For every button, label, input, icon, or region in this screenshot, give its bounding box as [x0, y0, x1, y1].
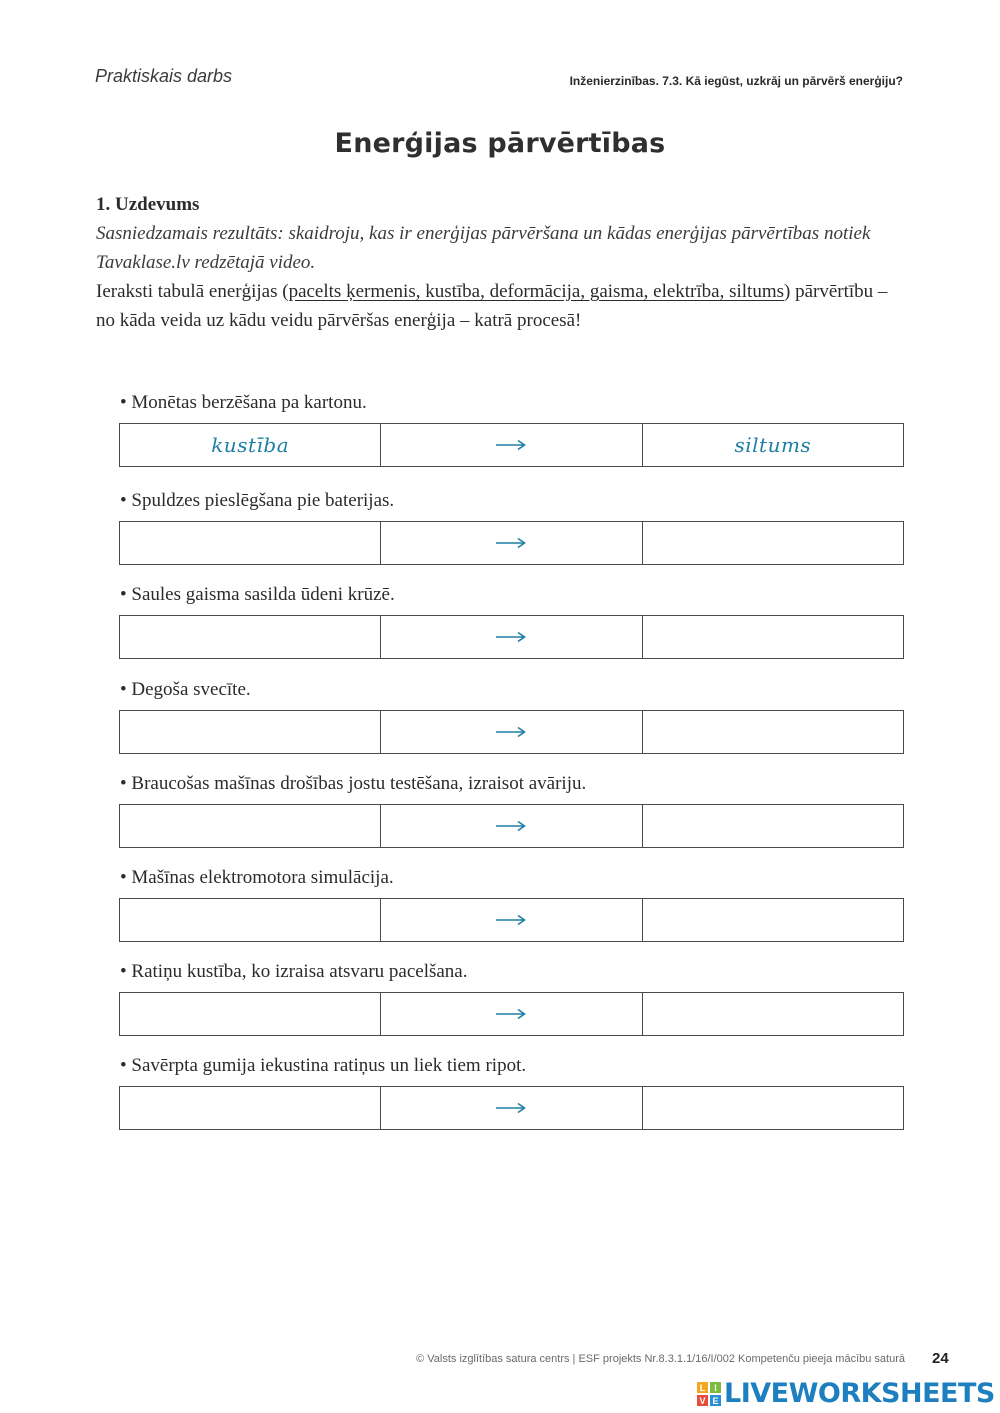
to-energy-field[interactable] [643, 424, 903, 466]
header-chapter-title: Inženierzinības. 7.3. Kā iegūst, uzkrāj un pārvērš enerģiju? [569, 74, 903, 88]
process-item [119, 1055, 904, 1130]
to-energy-field[interactable] [643, 1087, 903, 1129]
task-goal: Sasniedzamais rezultāts: skaidroju, kas ir enerģijas pārvēršana un kādas enerģijas pārvērtības notiek Tavaklase.lv redzētajā video. [96, 223, 871, 273]
right-arrow-icon [495, 439, 527, 451]
conversion-row [119, 804, 904, 848]
from-energy-field[interactable] [120, 522, 381, 564]
conversion-row [119, 521, 904, 565]
process-label: • Savērpta gumija iekustina ratiņus un liek tiem ripot. [120, 1055, 527, 1076]
right-arrow-icon [495, 1008, 527, 1020]
footer-copyright: © Valsts izglītības satura centrs | ESF projekts Nr.8.3.1.1/16/I/002 Kompetenču pieeja mācību saturā [416, 1353, 905, 1365]
process-item [119, 490, 904, 565]
conversion-row [119, 710, 904, 754]
logo-tile: E [710, 1395, 721, 1406]
energy-options: pacelts ķermenis, kustība, deformācija, gaisma, elektrība, siltums [288, 281, 785, 302]
from-energy-field[interactable] [120, 993, 381, 1035]
to-energy-field[interactable] [643, 522, 903, 564]
process-label: • Monētas berzēšana pa kartonu. [120, 392, 367, 413]
from-energy-field[interactable] [120, 805, 381, 847]
header-section-label: Praktiskais darbs [95, 66, 233, 86]
logo-tile: V [697, 1395, 708, 1406]
instruction-start: Ieraksti tabulā enerģijas ( [96, 281, 289, 302]
conversion-row [119, 615, 904, 659]
from-energy-value: kustība [211, 433, 290, 457]
right-arrow-icon [495, 914, 527, 926]
right-arrow-icon [495, 1102, 527, 1114]
task-number: 1. Uzdevums [96, 194, 200, 215]
conversion-row [119, 898, 904, 942]
to-energy-field[interactable] [643, 805, 903, 847]
process-label: • Saules gaisma sasilda ūdeni krūzē. [120, 584, 395, 605]
from-energy-field[interactable] [120, 424, 381, 466]
arrow-cell [381, 616, 642, 658]
process-item [119, 679, 904, 754]
process-item [119, 867, 904, 942]
to-energy-value: siltums [734, 433, 812, 457]
conversion-row [119, 992, 904, 1036]
process-item [119, 961, 904, 1036]
page-number: 24 [932, 1350, 949, 1367]
from-energy-field[interactable] [120, 711, 381, 753]
process-label: • Braucošas mašīnas drošības jostu testēšana, izraisot avāriju. [120, 773, 587, 794]
process-item [119, 584, 904, 659]
to-energy-field[interactable] [643, 616, 903, 658]
right-arrow-icon [495, 631, 527, 643]
to-energy-field[interactable] [643, 993, 903, 1035]
arrow-cell [381, 522, 642, 564]
liveworksheets-icon [697, 1382, 721, 1406]
to-energy-field[interactable] [643, 711, 903, 753]
process-item [119, 773, 904, 848]
arrow-cell [381, 424, 642, 466]
arrow-cell [381, 711, 642, 753]
from-energy-field[interactable] [120, 616, 381, 658]
arrow-cell [381, 1087, 642, 1129]
conversion-row [119, 1086, 904, 1130]
task-description [96, 190, 896, 335]
process-label: • Mašīnas elektromotora simulācija. [120, 867, 394, 888]
right-arrow-icon [495, 820, 527, 832]
to-energy-field[interactable] [643, 899, 903, 941]
process-label: • Spuldzes pieslēgšana pie baterijas. [120, 490, 395, 511]
from-energy-field[interactable] [120, 1087, 381, 1129]
page-title: Enerģijas pārvērtības [334, 128, 666, 159]
from-energy-field[interactable] [120, 899, 381, 941]
brand-name: LIVEWORKSHEETS [724, 1378, 995, 1409]
arrow-cell [381, 805, 642, 847]
logo-tile: I [710, 1382, 721, 1393]
arrow-cell [381, 993, 642, 1035]
process-label: • Degoša svecīte. [120, 679, 251, 700]
logo-tile: L [697, 1382, 708, 1393]
right-arrow-icon [495, 726, 527, 738]
instruction-end: ) pārvērtību – no kāda veida uz kādu veidu pārvēršas enerģija – katrā procesā! [96, 281, 888, 331]
conversion-row [119, 423, 904, 467]
process-item [119, 392, 904, 467]
arrow-cell [381, 899, 642, 941]
right-arrow-icon [495, 537, 527, 549]
process-label: • Ratiņu kustība, ko izraisa atsvaru pacelšana. [120, 961, 468, 982]
liveworksheets-logo[interactable] [697, 1378, 995, 1410]
task-instruction [96, 277, 896, 335]
